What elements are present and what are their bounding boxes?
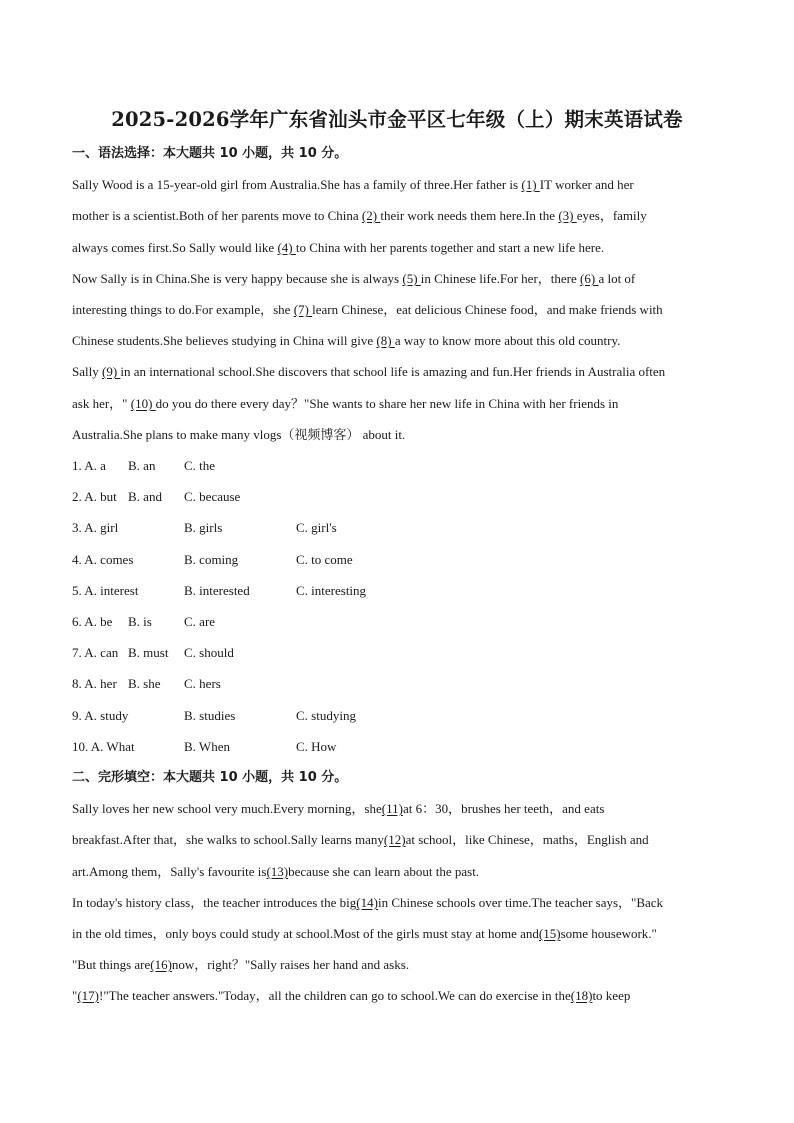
option-c: C. to come bbox=[296, 552, 353, 567]
passage-text: In today's history class，the teacher introduces the big bbox=[72, 895, 357, 910]
blank-number: (3) bbox=[558, 208, 577, 223]
passage-line bbox=[72, 208, 647, 224]
passage-text: Chinese students.She believes studying in China will give bbox=[72, 333, 377, 348]
passage-line bbox=[72, 988, 630, 1004]
passage-text: Sally bbox=[72, 364, 102, 379]
option-b: B. girls bbox=[184, 520, 223, 535]
option-b: B. and bbox=[128, 489, 162, 504]
option-a: 9. A. study bbox=[72, 708, 129, 723]
passage-text: in Chinese life.For her，there bbox=[420, 271, 581, 286]
blank-number: (4) bbox=[277, 240, 296, 255]
passage-line bbox=[72, 364, 665, 380]
blank-number: (12) bbox=[383, 832, 406, 847]
option-b: B. interested bbox=[184, 583, 250, 598]
option-a: 1. A. a bbox=[72, 458, 106, 473]
passage-text: "But things are bbox=[72, 957, 151, 972]
passage-line bbox=[72, 895, 663, 911]
option-a: 4. A. comes bbox=[72, 552, 134, 567]
option-a: 2. A. but bbox=[72, 489, 117, 504]
passage-text: at school，like Chinese，maths，English and bbox=[405, 832, 649, 847]
passage-text: Now Sally is in China.She is very happy because she is always bbox=[72, 271, 403, 286]
blank-number: (11) bbox=[381, 801, 403, 816]
blank-number: (13) bbox=[266, 864, 289, 879]
passage-line bbox=[72, 177, 634, 193]
option-a: 3. A. girl bbox=[72, 520, 119, 535]
passage-text: ask her，" bbox=[72, 396, 131, 411]
passage-text: now，right？"Sally raises her hand and asks. bbox=[171, 957, 410, 972]
option-c: C. because bbox=[184, 489, 241, 504]
passage-text: art.Among them，Sally's favourite is bbox=[72, 864, 267, 879]
blank-number: (8) bbox=[376, 333, 395, 348]
passage-line bbox=[72, 396, 618, 412]
option-a: 5. A. interest bbox=[72, 583, 139, 598]
passage-line bbox=[72, 832, 649, 848]
passage-text: because she can learn about the past. bbox=[288, 864, 480, 879]
option-c: C. interesting bbox=[296, 583, 367, 598]
passage-line bbox=[72, 271, 635, 287]
blank-number: (7) bbox=[293, 302, 313, 317]
passage-line bbox=[72, 333, 620, 349]
passage-line bbox=[72, 240, 604, 256]
passage-text: eyes，family bbox=[576, 208, 647, 223]
option-c: C. are bbox=[184, 614, 216, 629]
option-c: C. studying bbox=[296, 708, 356, 723]
passage-text: in the old times，only boys could study at school.Most of the girls must stay at home and bbox=[72, 926, 539, 941]
option-a: 8. A. her bbox=[72, 676, 117, 691]
passage-text: breakfast.After that，she walks to school.Sally learns many bbox=[72, 832, 384, 847]
passage-text: !"The teacher answers."Today，all the children can go to school.We can do exercise in the bbox=[98, 988, 571, 1003]
blank-number: (1) bbox=[521, 177, 540, 192]
passage-text: always comes first.So Sally would like bbox=[72, 240, 278, 255]
passage-text: a lot of bbox=[598, 271, 636, 286]
passage-text: Australia.She plans to make many vlogs（视频博客） about it. bbox=[72, 427, 406, 442]
blank-number: (6) bbox=[580, 271, 599, 286]
option-b: B. coming bbox=[184, 552, 239, 567]
option-a: 10. A. What bbox=[72, 739, 135, 754]
option-c: C. should bbox=[184, 645, 234, 660]
blank-number: (10) bbox=[130, 396, 156, 411]
passage-text: IT worker and her bbox=[539, 177, 634, 192]
passage-text: in Chinese schools over time.The teacher says，"Back bbox=[377, 895, 664, 910]
option-c: C. hers bbox=[184, 676, 221, 691]
passage-line bbox=[72, 864, 479, 880]
passage-text: at 6：30，brushes her teeth，and eats bbox=[402, 801, 605, 816]
option-b: B. must bbox=[128, 645, 169, 660]
blank-number: (18) bbox=[570, 988, 593, 1003]
option-b: B. is bbox=[128, 614, 152, 629]
passage-text: in an international school.She discovers that school life is amazing and fun.Her friends in Australia often bbox=[120, 364, 666, 379]
blank-number: (5) bbox=[402, 271, 421, 286]
option-c: C. How bbox=[296, 739, 337, 754]
passage-text: to China with her parents together and start a new life here. bbox=[295, 240, 605, 255]
passage-text: learn Chinese，eat delicious Chinese food，and make friends with bbox=[312, 302, 663, 317]
passage-text: " bbox=[72, 988, 78, 1003]
blank-number: (17) bbox=[77, 988, 99, 1003]
blank-number: (15) bbox=[538, 926, 561, 941]
passage-text: interesting things to do.For example，she bbox=[72, 302, 294, 317]
passage-text: mother is a scientist.Both of her parents move to China bbox=[72, 208, 362, 223]
option-b: B. she bbox=[128, 676, 161, 691]
page-title: 2025-2026学年广东省汕头市金平区七年级（上）期末英语试卷 bbox=[111, 108, 683, 131]
passage-text: to keep bbox=[592, 988, 631, 1003]
passage-text: Sally Wood is a 15-year-old girl from Australia.She has a family of three.Her father is bbox=[72, 177, 522, 192]
blank-number: (16) bbox=[150, 957, 172, 972]
option-b: B. When bbox=[184, 739, 230, 754]
section-1-heading: 一、语法选择：本大题共 10 小题，共 10 分。 bbox=[72, 146, 348, 161]
passage-text: do you do there every day？"She wants to share her new life in China with her friends in bbox=[155, 396, 619, 411]
option-c: C. the bbox=[184, 458, 216, 473]
option-b: B. studies bbox=[184, 708, 236, 723]
passage-line bbox=[72, 957, 409, 973]
passage-text: some housework." bbox=[560, 926, 657, 941]
option-b: B. an bbox=[128, 458, 156, 473]
passage-line bbox=[72, 302, 663, 318]
section-2-heading: 二、完形填空：本大题共 10 小题，共 10 分。 bbox=[72, 770, 348, 785]
option-c: C. girl's bbox=[296, 520, 337, 535]
blank-number: (14) bbox=[356, 895, 378, 910]
passage-line bbox=[72, 926, 657, 942]
passage-line bbox=[72, 427, 405, 443]
passage-text: a way to know more about this old country. bbox=[394, 333, 621, 348]
option-a: 7. A. can bbox=[72, 645, 119, 660]
blank-number: (2) bbox=[361, 208, 381, 223]
passage-text: their work needs them here.In the bbox=[380, 208, 559, 223]
passage-line bbox=[72, 801, 604, 817]
passage-text: Sally loves her new school very much.Every morning，she bbox=[72, 801, 382, 816]
blank-number: (9) bbox=[101, 364, 121, 379]
option-a: 6. A. be bbox=[72, 614, 113, 629]
